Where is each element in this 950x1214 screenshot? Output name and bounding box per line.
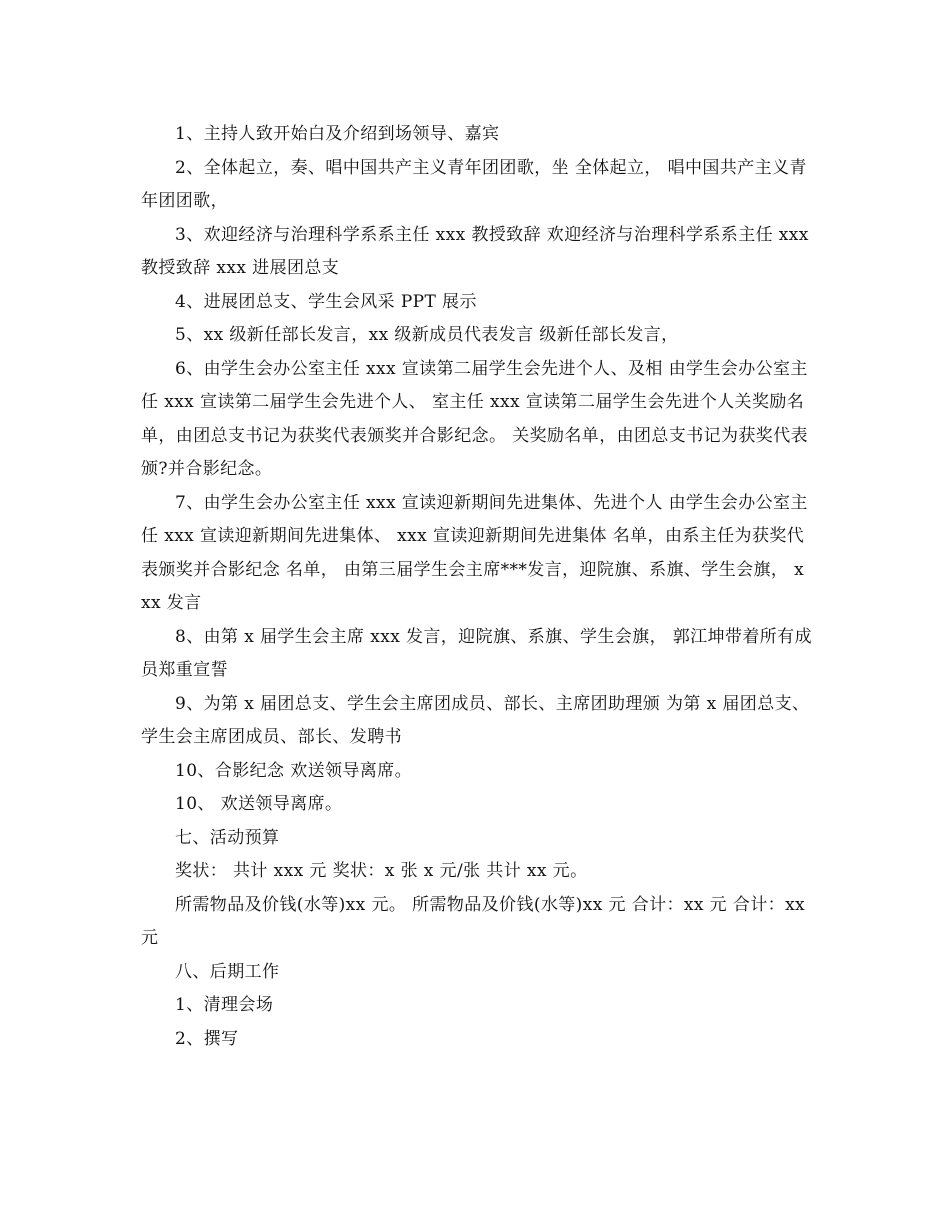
- paragraph-9: 9、为第 x 届团总支、学生会主席团成员、部长、主席团助理颁 为第 x 届团总支、学生会主席团成员、部长、发聘书: [141, 693, 810, 747]
- document-body: [141, 118, 813, 1056]
- paragraph-6: 6、由学生会办公室主任 xxx 宣读第二届学生会先进个人、及相 由学生会办公室主任 xxx 宣读第二届学生会先进个人、 室主任 xxx 宣读第二届学生会先进个人关奖励名单，由团总支书记为获奖代表颁奖并合影纪念。 关奖励名单，由团总支书记为获奖代表颁?并合影纪念。: [141, 358, 809, 479]
- paragraph-11: 10、 欢送领导离席。: [175, 794, 343, 814]
- paragraph-8: 8、由第 x 届学生会主席 xxx 发言，迎院旗、系旗、学生会旗， 郭江坤带着所有成员郑重宣誓: [141, 626, 812, 680]
- paragraph-13: 奖状： 共计 xxx 元 奖状：x 张 x 元/张 共计 xx 元。: [175, 861, 588, 881]
- section-heading-budget: 七、活动预算: [175, 827, 280, 848]
- paragraph-1: 1、主持人致开始白及介绍到场领导、嘉宾: [175, 124, 500, 144]
- paragraph-7: 7、由学生会办公室主任 xxx 宣读迎新期间先进集体、先进个人 由学生会办公室主任 xxx 宣读迎新期间先进集体、 xxx 宣读迎新期间先进集体 名单，由系主任为获奖代表颁奖并合影纪念 名单， 由第三届学生会主席***发言，迎院旗、系旗、学生会旗， xxx 发言: [141, 492, 808, 613]
- section-heading-followup: 八、后期工作: [175, 961, 280, 982]
- paragraph-14: 所需物品及价钱(水等)xx 元。 所需物品及价钱(水等)xx 元 合计：xx 元 合计：xx 元: [141, 894, 806, 948]
- paragraph-3: 3、欢迎经济与治理科学系系主任 xxx 教授致辞 欢迎经济与治理科学系系主任 xxx 教授致辞 xxx 进展团总支: [141, 224, 809, 278]
- paragraph-16: 1、清理会场: [175, 995, 274, 1015]
- paragraph-5: 5、xx 级新任部长发言，xx 级新成员代表发言 级新任部长发言，: [175, 325, 679, 345]
- paragraph-2: 2、全体起立，奏、唱中国共产主义青年团团歌，坐 全体起立， 唱中国共产主义青年团团歌，: [141, 157, 807, 211]
- paragraph-4: 4、进展团总支、学生会风采 PPT 展示: [175, 291, 477, 312]
- paragraph-17: 2、撰写: [175, 1028, 239, 1049]
- paragraph-10: 10、合影纪念 欢送领导离席。: [175, 760, 413, 781]
